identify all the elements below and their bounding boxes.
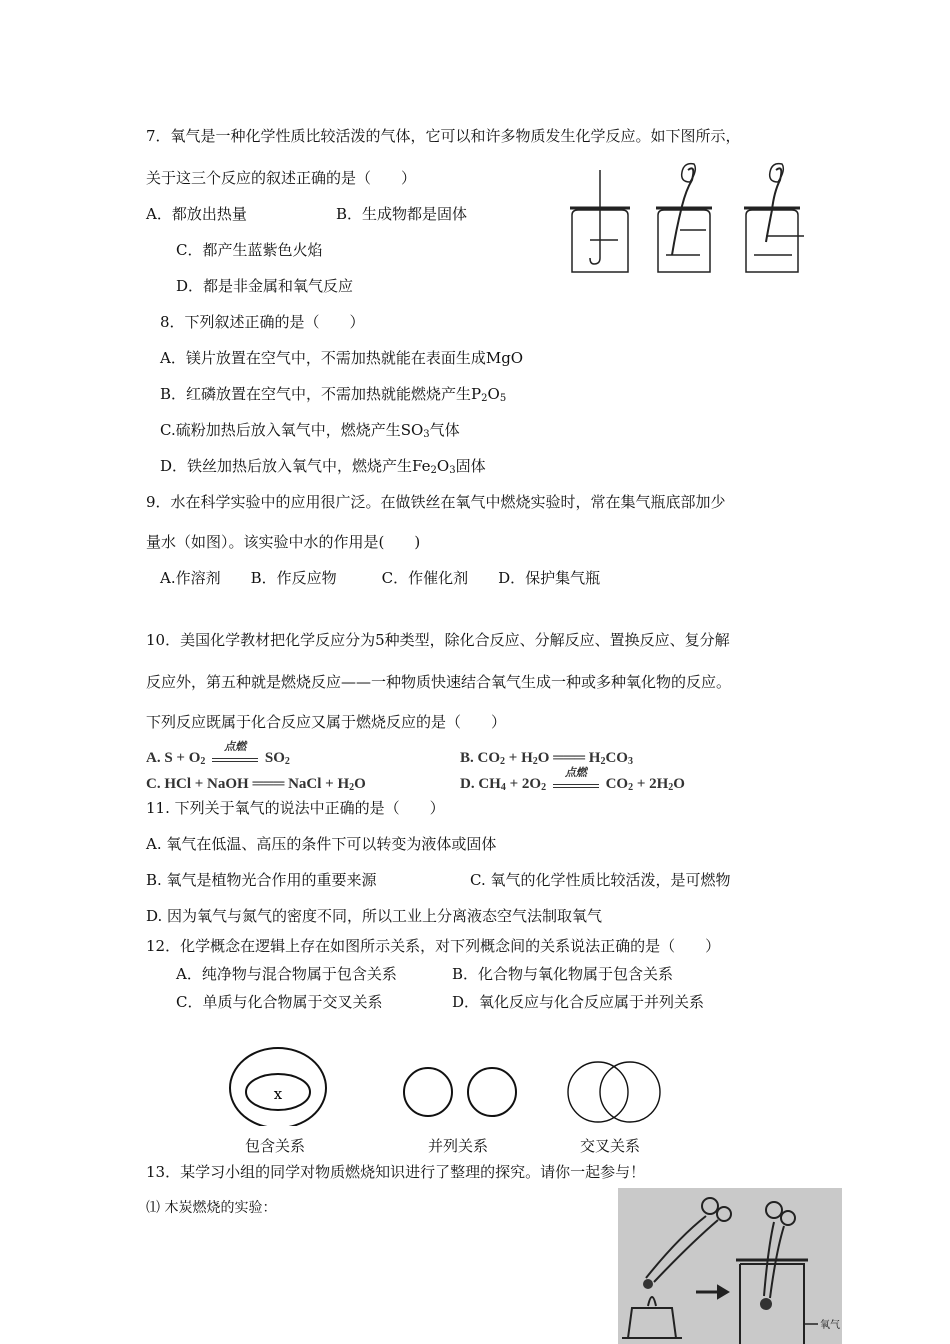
q7-option-b: B．生成物都是固体 — [336, 205, 468, 223]
q8-option-a: A．镁片放置在空气中，不需加热就能在表面生成MgO — [160, 349, 524, 367]
q12-option-b: B．化合物与氧化物属于包含关系 — [452, 965, 674, 983]
q9-stem-line1: 9．水在科学实验中的应用很广泛。在做铁丝在氧气中燃烧实验时，常在集气瓶底部加少 — [146, 493, 726, 511]
q7-stem-line1: 7．氧气是一种化学性质比较活泼的气体，它可以和许多物质发生化学反应。如下图所示， — [146, 127, 741, 145]
q12-stem: 12．化学概念在逻辑上存在如图所示关系，对下列概念间的关系说法正确的是（ ） — [146, 937, 721, 955]
q12-option-c: C．单质与化合物属于交叉关系 — [176, 993, 383, 1011]
q10-stem-line2: 反应外，第五种就是燃烧反应——一种物质快速结合氧气生成一种或多种氧化物的反应。 — [146, 673, 732, 691]
q11-option-c: C. 氧气的化学性质比较活泼，是可燃物 — [470, 871, 731, 889]
q10-stem-line1: 10．美国化学教材把化学反应分为5种类型，除化合反应、分解反应、置换反应、复分解 — [146, 631, 730, 649]
q11-option-a: A. 氧气在低温、高压的条件下可以转变为液体或固体 — [146, 835, 497, 853]
q7-option-d: D．都是非金属和氧气反应 — [176, 277, 354, 295]
q7-gas-jars-figure — [560, 160, 820, 280]
q11-option-d: D. 因为氧气与氮气的密度不同，所以工业上分离液态空气法制取氧气 — [146, 907, 603, 925]
q10-equation-c: C. HCl + NaOH ═══ NaCl + $H_2O$ — [146, 776, 366, 793]
q8-stem: 8．下列叙述正确的是（ ） — [160, 313, 365, 331]
photo-oxygen-label: 氧气 — [820, 1320, 840, 1331]
q10-stem-line3: 下列反应既属于化合反应又属于燃烧反应的是（ ） — [146, 713, 507, 731]
q13-charcoal-burning-photo — [618, 1188, 842, 1344]
q10-equation-d: D. $CH_4 + 2O_2$ 点燃 $CO_2 + 2H_2O$ — [460, 767, 685, 793]
q13-stem: 13．某学习小组的同学对物质燃烧知识进行了整理的探究。请你一起参与！ — [146, 1163, 646, 1181]
q8-option-c: C.硫粉加热后放入氧气中，燃烧产生$SO_3$气体 — [160, 421, 460, 440]
q7-option-c: C．都产生蓝紫色火焰 — [176, 241, 323, 259]
contain-inner-label: x — [273, 1085, 283, 1103]
q10-equation-b: B. $CO_2 + H_2O$ ═══ $H_2CO_3$ — [460, 750, 633, 767]
q8-option-b: B．红磷放置在空气中，不需加热就能燃烧产生$P_2O_5$ — [160, 385, 507, 404]
q8-option-d: D．铁丝加热后放入氧气中，燃烧产生$Fe_2O_3$固体 — [160, 457, 486, 476]
q9-stem-line2: 量水（如图）。该实验中水的作用是( ) — [146, 533, 421, 551]
q7-option-a: A．都放出热量 — [146, 205, 247, 223]
q10-equation-a: A. $S + O_2$ 点燃 $SO_2$ — [146, 741, 290, 767]
q11-stem: 11. 下列关于氧气的说法中正确的是（ ） — [146, 799, 445, 817]
caption-parallel: 并列关系 — [428, 1137, 489, 1155]
q11-option-b: B. 氧气是植物光合作用的重要来源 — [146, 871, 377, 889]
q7-stem-line2: 关于这三个反应的叙述正确的是（ ） — [146, 169, 417, 187]
q9-options: A.作溶剂 B．作反应物 C．作催化剂 D．保护集气瓶 — [160, 569, 601, 587]
q12-option-d: D．氧化反应与化合反应属于并列关系 — [452, 993, 705, 1011]
q13-sub1: ⑴ 木炭燃烧的实验： — [146, 1200, 277, 1216]
caption-contain: 包含关系 — [245, 1137, 306, 1155]
caption-cross: 交叉关系 — [580, 1137, 641, 1155]
q12-option-a: A．纯净物与混合物属于包含关系 — [176, 965, 397, 983]
q12-relation-diagrams — [220, 1036, 680, 1126]
